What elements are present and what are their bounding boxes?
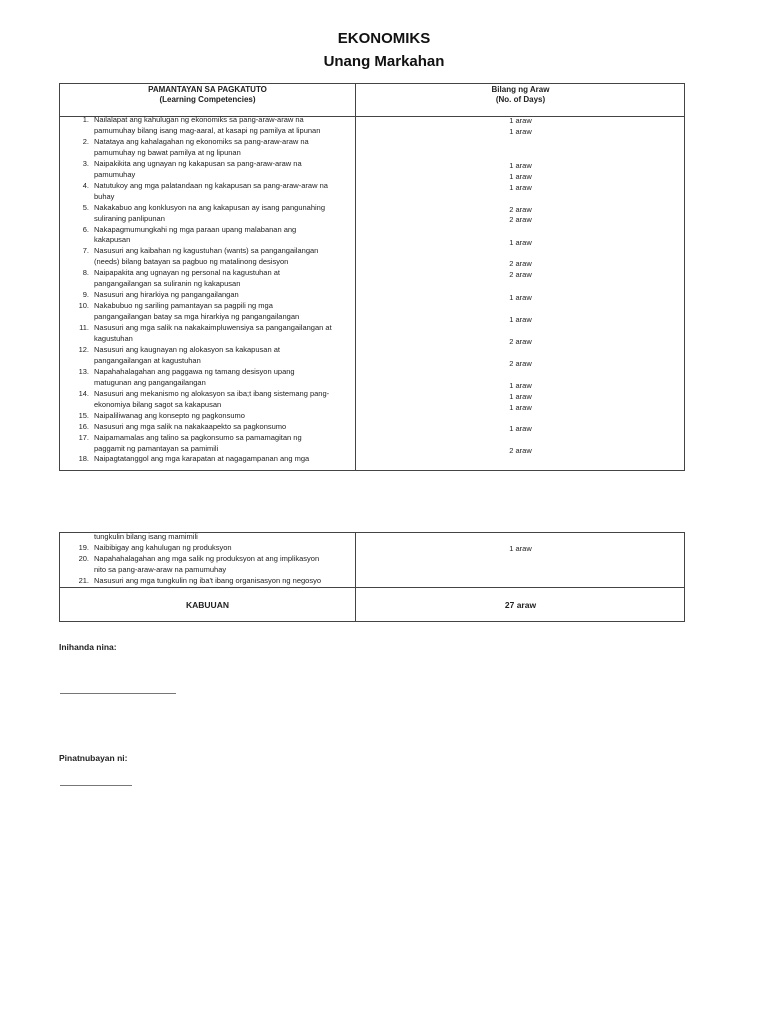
days-value: 1 araw [509,161,532,170]
competency-text: Nailalapat ang kahulugan ng ekonomiks sa pang-araw-araw na [94,115,304,124]
header-days-line2: (No. of Days) [495,95,546,104]
total-label: KABUUAN [186,600,229,610]
competency-number: 9. [82,290,89,300]
days-value: 2 araw [509,359,532,368]
competency-text: Nasusuri ang mga tungkulin ng iba't ibang organisasyon ng negosyo [94,575,321,585]
competency-number: 8. [82,268,89,278]
competency-number: 20. [78,553,89,563]
competency-text: Naipaliliwanag ang konsepto ng pagkonsumo [94,410,245,420]
header-days [356,84,685,116]
competency-text: pangangailangan sa suliranin ng kakapusan [94,279,241,289]
competency-number: 13. [78,366,89,376]
competency-text: nito sa pang-araw-araw na pamumuhay [94,564,227,574]
competency-number: 10. [78,301,89,311]
header-days-line1: Bilang ng Araw [491,85,550,94]
competency-number: 12. [78,344,89,354]
header-competencies [60,84,355,116]
competency-text: Nasusuri ang mga salik na nakakaapekto sa pagkonsumo [94,421,287,431]
competency-text: Nasusuri ang kaugnayan ng alokasyon sa kakapusan at [94,344,280,354]
competency-text: pangangailangan batay sa mga hirarkiya ng pangangailangan [94,312,300,322]
document-title: EKONOMIKS [337,30,431,47]
competency-text: Naipamamalas ang talino sa pagkonsumo sa pamamagitan ng [94,432,302,442]
competency-number: 2. [82,136,89,146]
competency-number: 15. [78,410,89,420]
competency-text: buhay [94,191,115,201]
days-value: 1 araw [509,116,532,125]
days-value: 2 araw [509,215,532,224]
competency-text: Naipakikita ang ugnayan ng kakapusan sa pang-araw-araw na [94,158,302,168]
competency-number: 1. [82,115,89,124]
competency-text: Naipagtatanggol ang mga karapatan at nagagampanan ang mga [94,454,310,464]
total-value: 27 araw [504,600,537,610]
days-value: 1 araw [509,381,532,390]
days-value: 1 araw [509,183,532,192]
competency-number: 7. [82,246,89,256]
days-value: 1 araw [509,544,532,553]
days-value: 1 araw [509,403,532,412]
competency-text: ekonomiya bilang sagot sa kakapusan [94,399,222,409]
competency-text: pamumuhay [94,169,136,179]
competency-text: Nasusuri ang mekanismo ng alokasyon sa iba;t ibang sistemang pang- [94,388,330,398]
reviewed-by-label: Pinatnubayan ni: [59,753,128,763]
competency-text: pamumuhay bilang isang mag-aaral, at kasapi ng pamilya at lipunan [94,125,321,135]
competencies-table-part2 [59,532,685,622]
days-value: 2 araw [509,270,532,279]
competency-text: Natataya ang kahalagahan ng ekonomiks sa pang-araw-araw na [94,136,309,146]
days-value: 1 araw [509,293,532,302]
competency-text: Nasusuri ang mga salik na nakakaimpluwensiya sa pangangailangan at [94,323,332,333]
days-value: 1 araw [509,392,532,401]
competency-text: (needs) bilang batayan sa pagbuo ng matalinong desisyon [94,257,289,267]
days-value: 1 araw [509,172,532,181]
competency-text: pamumuhay ng bawat pamilya at ng lipunan [94,147,241,157]
total-divider [60,587,684,588]
competency-number: 4. [82,180,89,190]
competency-text: paggamit ng pamantayan sa pamimili [94,443,219,453]
competency-text: Nasusuri ang hirarkiya ng pangangailangan [94,290,239,300]
reviewed-by-signature-line [60,785,132,786]
competency-text: suliraning panlipunan [94,213,165,223]
competencies-table-part1 [59,83,685,471]
competency-text: tungkulin bilang isang mamimili [94,532,198,541]
competency-text: matugunan ang pangangailangan [94,377,206,387]
prepared-by-label: Inihanda nina: [59,642,117,652]
competency-text: kagustuhan [94,334,133,343]
competency-number: 3. [82,158,89,168]
competency-text: Nakakabuo ang konklusyon na ang kakapusan ay isang pangunahing [94,202,326,212]
competency-number: 21. [78,575,89,585]
days-value: 2 araw [509,205,532,214]
competency-text: kakapusan [94,235,131,245]
prepared-by-signature-line [60,693,176,694]
competency-text: Natutukoy ang mga palatandaan ng kakapusan sa pang-araw-araw na [94,180,328,190]
competency-text: Napahahalagahan ang paggawa ng tamang desisyon upang [94,366,295,376]
header-competencies-line1: PAMANTAYAN SA PAGKATUTO [148,85,267,94]
competency-number: 11. [79,323,89,333]
competency-number: 6. [82,224,89,234]
competency-text: Naibibigay ang kahulugan ng produksyon [94,542,232,552]
competency-text: Naipapakita ang ugnayan ng personal na kagustuhan at [94,268,280,278]
document-subtitle: Unang Markahan [323,53,445,70]
competency-text: Napahahalagahan ang mga salik ng produksyon at ang implikasyon [94,553,320,563]
competency-text: Nasusuri ang kaibahan ng kagustuhan (wants) sa pangangailangan [94,246,319,256]
competency-number: 5. [82,202,89,212]
competency-number: 16. [78,421,89,431]
days-value: 1 araw [509,127,532,136]
competency-text: pangangailangan at kagustuhan [94,355,201,365]
days-value: 1 araw [509,315,532,324]
days-value: 2 araw [509,259,532,268]
competency-number: 14. [78,388,89,398]
competency-text: Nakapagmumungkahi ng mga paraan upang malabanan ang [94,224,297,234]
competency-number: 18. [78,454,89,464]
competency-text: Nakabubuo ng sariling pamantayan sa pagpili ng mga [94,301,273,311]
days-value: 1 araw [509,238,532,247]
competency-number: 17. [78,432,89,442]
days-value: 2 araw [509,337,532,346]
header-competencies-line2: (Learning Competencies) [159,95,256,104]
days-value: 1 araw [509,424,532,433]
competency-number: 19. [78,542,89,552]
days-value: 2 araw [509,446,532,455]
